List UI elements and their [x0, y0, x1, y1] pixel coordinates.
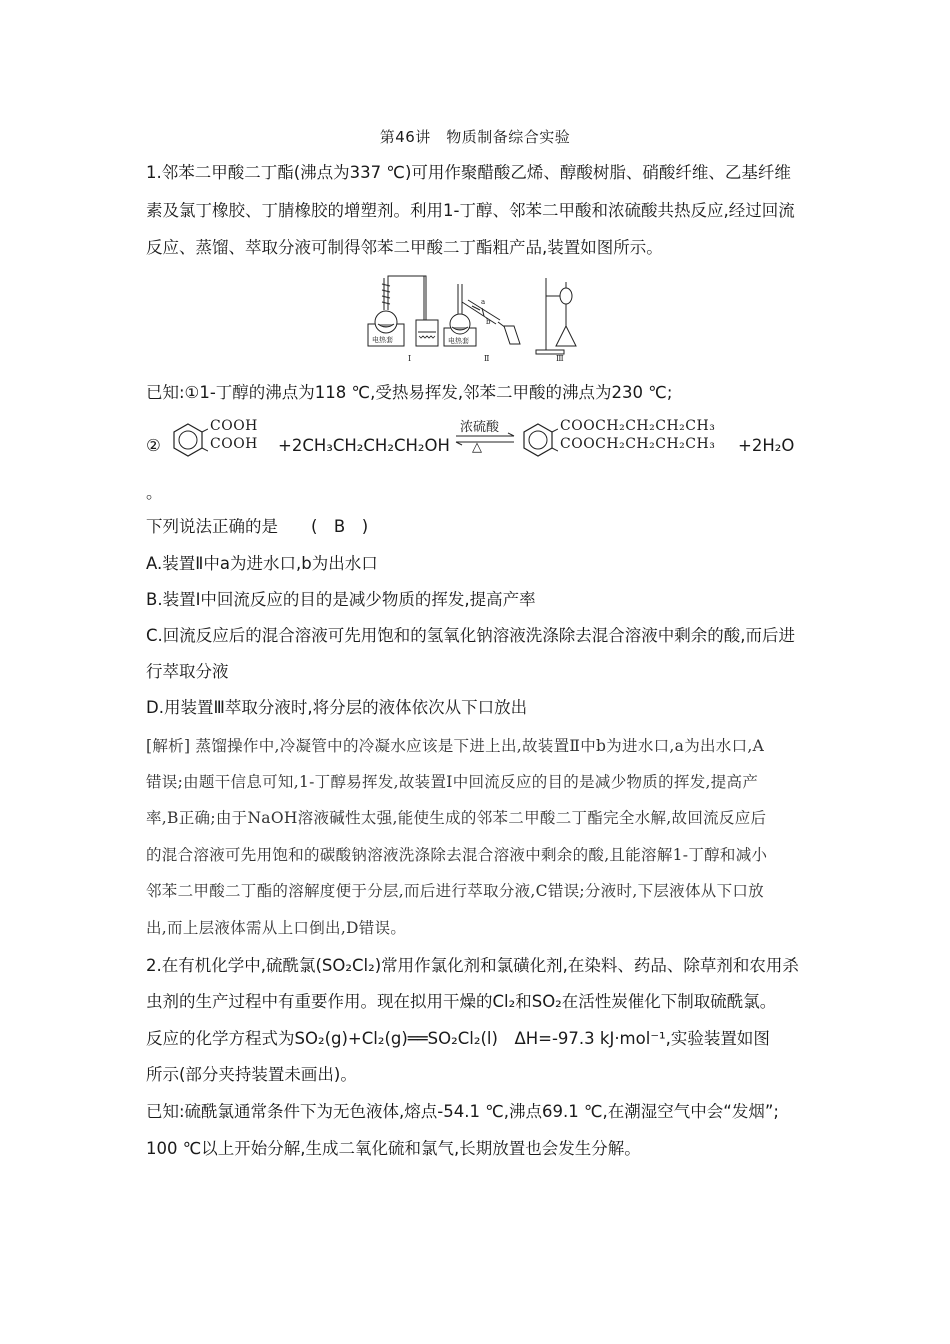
reactant-group-bottom: COOH — [210, 436, 258, 452]
option-c-continued: 行萃取分液 — [146, 662, 229, 681]
heater-label: 电热套 — [372, 336, 393, 344]
equation-number: ② — [146, 436, 161, 455]
equation-period: 。 — [146, 483, 163, 502]
reactant-group-top: COOH — [210, 418, 258, 434]
apparatus-II-label: Ⅱ — [484, 354, 490, 363]
catalyst-label: 浓硫酸 — [460, 420, 500, 435]
apparatus-III-label: Ⅲ — [556, 354, 564, 363]
analysis-line: 率,B正确;由于NaOH溶液碱性太强,能使生成的邻苯二甲酸二丁酯完全水解,故回流反应后 — [146, 809, 767, 827]
product-water: +2H₂O — [738, 436, 795, 455]
page-title: 第46讲 物质制备综合实验 — [379, 128, 571, 146]
heater-label: 电热套 — [448, 337, 469, 345]
option-d: D.用装置Ⅲ萃取分液时,将分层的液体依次从下口放出 — [146, 698, 528, 717]
outlet-a-label: a — [481, 298, 486, 306]
option-b: B.装置Ⅰ中回流反应的目的是减少物质的挥发,提高产率 — [146, 590, 536, 609]
apparatus-figure — [360, 272, 580, 364]
heat-symbol: △ — [472, 440, 482, 455]
benzene-ring-icon — [518, 420, 558, 460]
analysis-line: 邻苯二甲酸二丁酯的溶解度便于分层,而后进行萃取分液,C错误;分液时,下层液体从下口放 — [146, 882, 764, 900]
product-group-top: COOCH₂CH₂CH₂CH₃ — [560, 418, 716, 434]
analysis-line: 的混合溶液可先用饱和的碳酸钠溶液洗涤除去混合溶液中剩余的酸,且能溶解1-丁醇和减小 — [146, 846, 768, 864]
reactant-butanol: +2CH₃CH₂CH₂CH₂OH — [278, 436, 450, 455]
option-a: A.装置Ⅱ中a为进水口,b为出水口 — [146, 554, 378, 573]
apparatus-I-label: Ⅰ — [408, 354, 412, 363]
known-condition-1: 已知:①1-丁醇的沸点为118 ℃,受热易挥发,邻苯二甲酸的沸点为230 ℃; — [146, 383, 673, 402]
inlet-b-label: b — [486, 318, 491, 326]
analysis-line: 出,而上层液体需从上口倒出,D错误。 — [146, 919, 407, 937]
option-c: C.回流反应后的混合溶液可先用饱和的氢氧化钠溶液洗涤除去混合溶液中剩余的酸,而后进 — [146, 626, 796, 645]
benzene-ring-icon — [168, 420, 208, 460]
analysis-line: [解析] 蒸馏操作中,冷凝管中的冷凝水应该是下进上出,故装置Ⅱ中b为进水口,a为出水口,A — [146, 737, 765, 755]
q2-text-line: 所示(部分夹持装置未画出)。 — [146, 1065, 357, 1084]
q2-text-line: 反应的化学方程式为SO₂(g)+Cl₂(g)══SO₂Cl₂(l) ΔH=-97.3 kJ·mol⁻¹,实验装置如图 — [146, 1029, 770, 1048]
q1-text-line: 反应、蒸馏、萃取分液可制得邻苯二甲酸二丁酯粗产品,装置如图所示。 — [146, 238, 663, 257]
product-group-bottom: COOCH₂CH₂CH₂CH₃ — [560, 436, 716, 452]
reaction-equation — [146, 416, 826, 468]
q2-text-line: 100 ℃以上开始分解,生成二氧化硫和氯气,长期放置也会发生分解。 — [146, 1139, 641, 1158]
q1-text-line: 素及氯丁橡胶、丁腈橡胶的增塑剂。利用1-丁醇、邻苯二甲酸和浓硫酸共热反应,经过回流 — [146, 201, 795, 220]
analysis-line: 错误;由题干信息可知,1-丁醇易挥发,故装置Ⅰ中回流反应的目的是减少物质的挥发,提高产 — [146, 773, 759, 791]
q2-text-line: 虫剂的生产过程中有重要作用。现在拟用干燥的Cl₂和SO₂在活性炭催化下制取硫酰氯。 — [146, 992, 777, 1011]
q2-text-line: 已知:硫酰氯通常条件下为无色液体,熔点-54.1 ℃,沸点69.1 ℃,在潮湿空气中会“发烟”; — [146, 1102, 779, 1121]
q1-text-line: 1.邻苯二甲酸二丁酯(沸点为337 ℃)可用作聚醋酸乙烯、醇酸树脂、硝酸纤维、乙基纤维 — [146, 163, 791, 182]
equilibrium-arrow-icon — [454, 432, 516, 446]
q1-question: 下列说法正确的是 ( B ) — [146, 517, 369, 536]
q2-text-line: 2.在有机化学中,硫酰氯(SO₂Cl₂)常用作氯化剂和氯磺化剂,在染料、药品、除草剂和农用杀 — [146, 956, 799, 975]
